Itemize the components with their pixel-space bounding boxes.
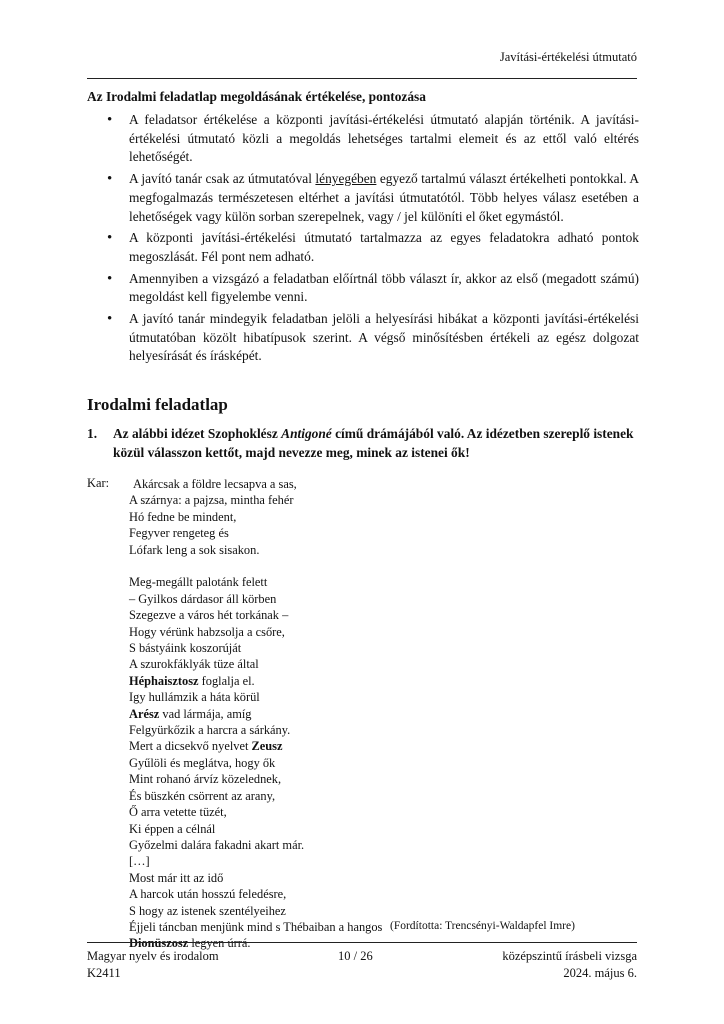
translator-credit: (Fordította: Trencsényi-Waldapfel Imre) [390, 920, 575, 932]
poem-line: Most már itt az idő [129, 870, 224, 885]
poem-line: Meg-megállt palotánk felett [129, 575, 268, 590]
footer-date: 2024. május 6. [563, 966, 637, 980]
god-name-ares: Arész [129, 706, 160, 721]
god-name-zeus: Zeusz [251, 739, 283, 754]
evaluation-rules-list [87, 111, 639, 369]
header-title: Javítási-értékelési útmutató [499, 50, 637, 64]
poem-line: Arész vad lármája, amíg [129, 706, 252, 721]
poem-line: S bástyáink koszorúját [129, 641, 242, 656]
poem-line: Éjjeli táncban menjünk mind s Thébaiban a hangos [129, 919, 383, 934]
footer-rule [87, 942, 637, 943]
poem-line: Fegyver rengeteg és [129, 526, 229, 541]
footer-exam-level: középszintű írásbeli vizsga [502, 949, 637, 963]
poem-line: Gyűlöli és meglátva, hogy ők [129, 755, 276, 770]
task-prompt: Az alábbi idézet Szophoklész Antigoné című drámájából való. Az idézetben szereplő istenek közül válasszon kettőt, majd nevezze meg, minek az istenei ők! [113, 426, 634, 460]
poem-line: Ki éppen a célnál [129, 821, 216, 836]
poem-line: Ő arra vetette tüzét, [129, 805, 227, 820]
footer-subject: Magyar nyelv és irodalom [87, 949, 219, 963]
poem-line: Lófark leng a sok sisakon. [129, 542, 260, 557]
god-name-dionysus: Dionüszosz [129, 936, 189, 951]
poem-line: Mert a dicsekvő nyelvet Zeusz [129, 739, 283, 754]
stanza-gap [129, 558, 382, 574]
poem-line: – Gyilkos dárdasor áll körben [129, 591, 277, 606]
task-number: 1. [87, 426, 98, 441]
poem-line: A harcok után hosszú feledésre, [129, 887, 287, 902]
list-item: • A javító tanár csak az útmutatóval lényegében egyező tartalmú választ értékelheti pontokkal. A megfogalmazás természetesen eltérhet a javítási útmutatótól. Több helyes válasz esetében a lehetőségek vagy külön sorban szerepelnek, vagy / jel különíti el őket egymástól. [87, 170, 639, 226]
poem-line: Győzelmi dalára fakadni akart már. [129, 837, 305, 852]
poem-line: […] [129, 854, 150, 869]
speaker-label: Kar: [87, 476, 110, 490]
header-rule [87, 78, 637, 79]
list-item: • A központi javítási-értékelési útmutató tartalmazza az egyes feladatokra adható pontok megoszlását. Fél pont nem adható. [87, 229, 639, 266]
footer-code: K2411 [87, 966, 121, 980]
underlined-word: lényegében [315, 171, 377, 187]
poem-line: A szárnya: a pajzsa, mintha fehér [129, 493, 294, 508]
task-1 [87, 425, 639, 462]
poem-line: Mint rohanó árvíz közelednek, [129, 772, 282, 787]
page-number: 10 / 26 [338, 949, 373, 963]
poem-line: Felgyürkőzik a harcra a sárkány. [129, 723, 291, 738]
poem-line: Akárcsak a földre lecsapva a sas, [133, 477, 297, 491]
poem-line: Hogy vérünk habzsolja a csőre, [129, 624, 285, 639]
poem-line: Dionüszosz legyen úrrá. [129, 936, 251, 951]
poem-excerpt [129, 476, 382, 952]
poem-line: Hó fedne be mindent, [129, 509, 237, 524]
poem-line: És büszkén csörrent az arany, [129, 788, 276, 803]
poem-line: A szurokfáklyák tüze által [129, 657, 259, 672]
poem-line: S hogy az istenek szentélyeihez [129, 903, 286, 918]
poem-line: Héphaisztosz foglalja el. [129, 673, 255, 688]
list-item: • Amennyiben a vizsgázó a feladatban előírtnál több választ ír, akkor az első (megadott számú) megoldást kell figyelembe venni. [87, 270, 639, 307]
worksheet-heading: Irodalmi feladatlap [87, 395, 228, 414]
list-item: • A feladatsor értékelése a központi javítási-értékelési útmutató alapján történik. A javítási-értékelési útmutató közli a megoldás lehetséges tartalmi elemeit és az ettől való eltérés lehetőségét. [87, 111, 639, 167]
poem-line: Szegezve a város hét torkának – [129, 608, 289, 623]
poem-line: Igy hullámzik a háta körül [129, 690, 260, 705]
list-item: • A javító tanár mindegyik feladatban jelöli a helyesírási hibákat a központi javítási-értékelési útmutatóban közölt hibatípusok szerint. A végső minősítésben értékeli az egész dolgozat helyesírását és írásképét. [87, 310, 639, 366]
god-name-hephaistos: Héphaisztosz [129, 673, 199, 688]
section-title: Az Irodalmi feladatlap megoldásának értékelése, pontozása [87, 89, 426, 104]
